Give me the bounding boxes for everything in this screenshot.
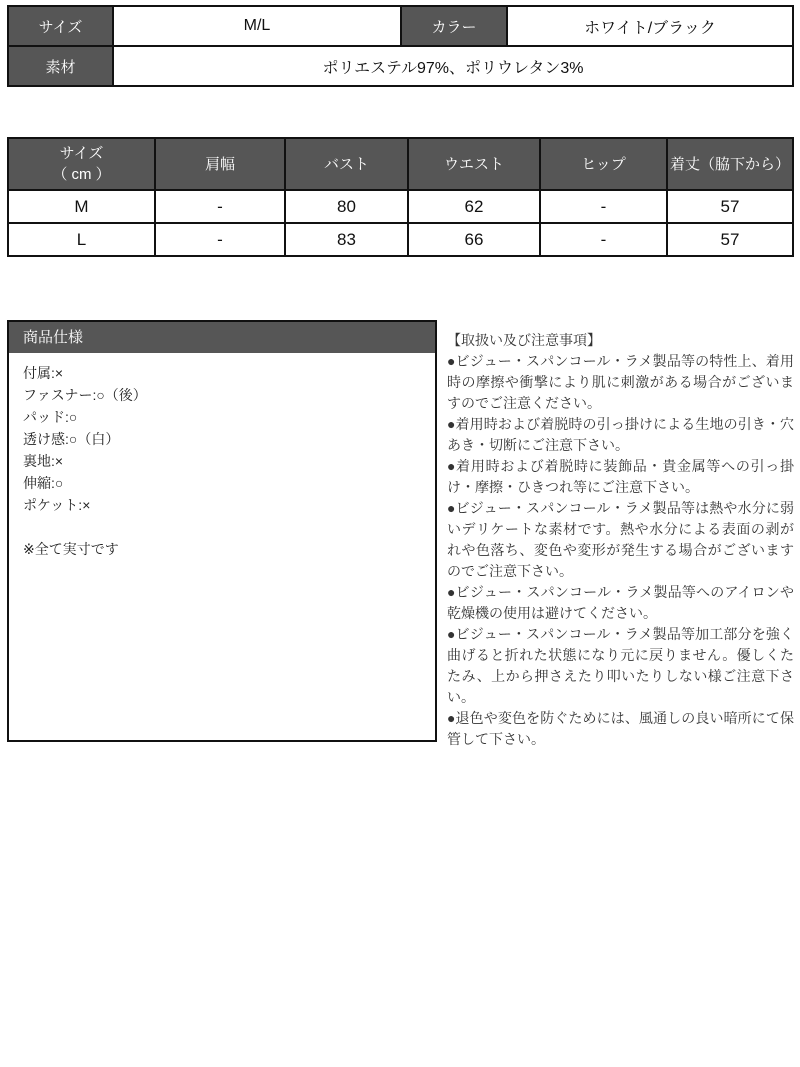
color-label: カラー — [401, 6, 507, 46]
handling-note-item: ●ビジュー・スパンコール・ラメ製品等の特性上、着用時の摩擦や衝撃により肌に刺激がある場合がございますのでご注意ください。 — [447, 353, 794, 411]
header-bust: バスト — [285, 138, 408, 190]
table-row — [8, 6, 793, 46]
handling-note-item: ●着用時および着脱時の引っ掛けによる生地の引き・穴あき・切断にご注意下さい。 — [447, 416, 794, 453]
material-value: ポリエステル97%、ポリウレタン3% — [113, 46, 793, 86]
handling-note-item: ●退色や変色を防ぐためには、風通しの良い暗所にて保管して下さい。 — [447, 710, 794, 747]
header-waist: ウエスト — [408, 138, 540, 190]
handling-note-item: ●ビジュー・スパンコール・ラメ製品等加工部分を強く曲げると折れた状態になり元に戻りません。優しくたたみ、上から押さえたり叩いたりしない様ご注意下さい。 — [447, 626, 794, 705]
color-value: ホワイト/ブラック — [507, 6, 793, 46]
spec-item-accessory: 付属:× — [23, 365, 64, 381]
cell-size: M — [8, 190, 155, 223]
cell-shoulder: - — [155, 223, 285, 256]
cell-bust: 83 — [285, 223, 408, 256]
spec-item-fastener: ファスナー:○（後） — [23, 387, 147, 403]
cell-shoulder: - — [155, 190, 285, 223]
cell-size: L — [8, 223, 155, 256]
header-size-line1: サイズ — [59, 145, 104, 162]
spec-item-lining: 裏地:× — [23, 453, 64, 469]
header-size — [8, 138, 155, 190]
measurements-table — [7, 137, 794, 257]
spec-item-stretch: 伸縮:○ — [23, 475, 64, 491]
cell-waist: 62 — [408, 190, 540, 223]
cell-length: 57 — [667, 223, 793, 256]
size-value: M/L — [113, 6, 401, 46]
size-color-material-table — [7, 5, 794, 87]
table-row-size-l — [8, 223, 793, 256]
product-spec-panel — [7, 320, 437, 742]
cell-bust: 80 — [285, 190, 408, 223]
header-size-line2: （ cm ） — [52, 166, 111, 183]
spec-note: ※全て実寸です — [23, 541, 119, 557]
table-row — [8, 46, 793, 86]
cell-hip: - — [540, 223, 667, 256]
spec-item-pocket: ポケット:× — [23, 497, 91, 513]
handling-note-item: ●ビジュー・スパンコール・ラメ製品等へのアイロンや乾燥機の使用は避けてください。 — [447, 584, 794, 621]
header-shoulder: 肩幅 — [155, 138, 285, 190]
handling-note-item: ●着用時および着脱時に装飾品・貴金属等への引っ掛け・摩擦・ひきつれ等にご注意下さい。 — [447, 458, 794, 495]
handling-notes-title: 【取扱い及び注意事項】 — [447, 332, 601, 348]
product-spec-title: 商品仕様 — [9, 322, 435, 353]
spec-item-pad: パッド:○ — [23, 409, 78, 425]
table-row-size-m — [8, 190, 793, 223]
cell-waist: 66 — [408, 223, 540, 256]
size-label: サイズ — [8, 6, 113, 46]
header-length: 着丈（脇下から） — [667, 138, 793, 190]
table-header-row — [8, 138, 793, 190]
product-spec-list — [9, 353, 435, 569]
handling-note-item: ●ビジュー・スパンコール・ラメ製品等は熱や水分に弱いデリケートな素材です。熱や水分による表面の剥がれや色落ち、変色や変形が発生する場合がございますのでご注意下さい。 — [447, 500, 794, 579]
material-label: 素材 — [8, 46, 113, 86]
spec-item-sheerness: 透け感:○（白） — [23, 431, 120, 447]
cell-hip: - — [540, 190, 667, 223]
header-hip: ヒップ — [540, 138, 667, 190]
cell-length: 57 — [667, 190, 793, 223]
handling-notes — [447, 330, 794, 750]
